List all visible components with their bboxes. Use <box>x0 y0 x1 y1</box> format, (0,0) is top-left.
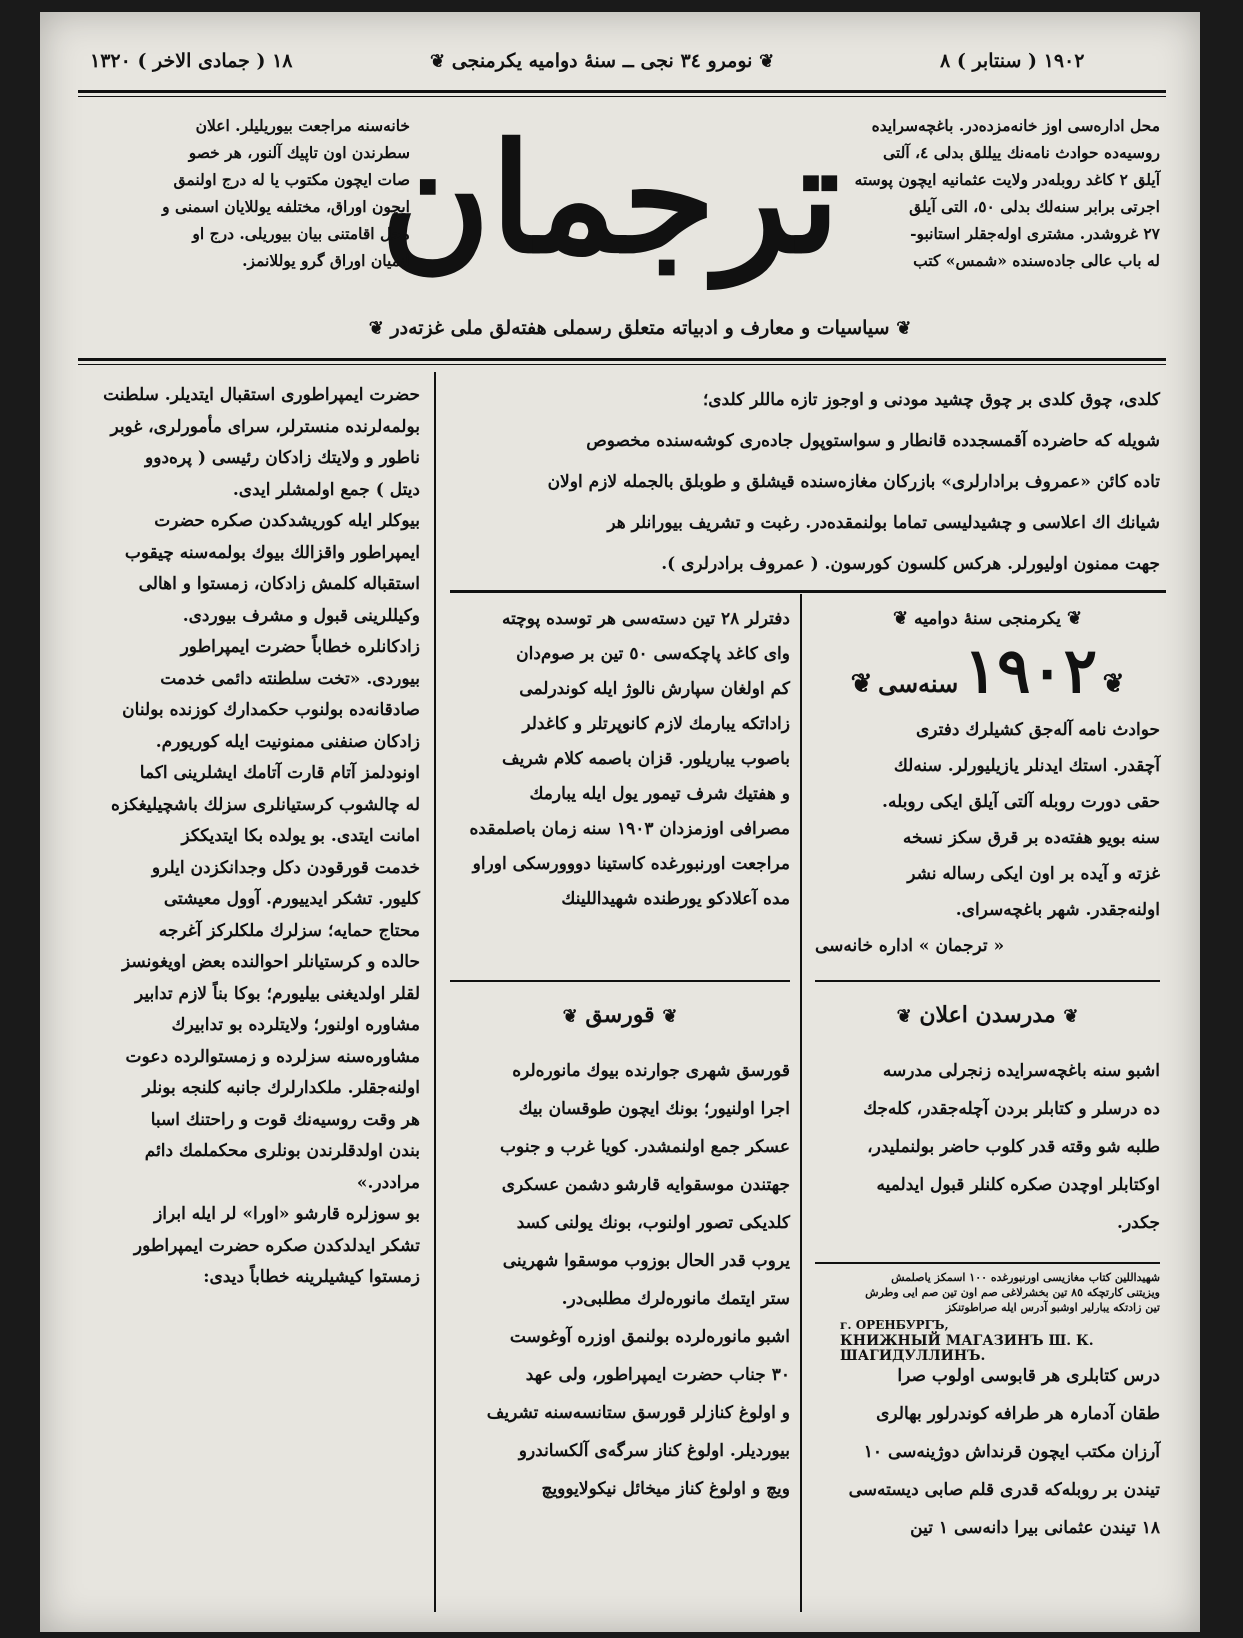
newspaper-page <box>40 12 1200 1632</box>
text-line: و اولوغ کنازلر قورسق ستانسه‌سنه تشریف <box>486 1403 790 1423</box>
text-line: « ترجمان » اداره خانه‌سی <box>815 936 1005 956</box>
text-line: امانت ایتدی. بو یولده بکا ایتدیککز <box>181 826 420 846</box>
top-right-notice <box>835 112 1160 274</box>
text-line: بیوردی. «تخت سلطنته دائمی خدمت <box>160 668 420 689</box>
text-line: تین زادتکه یبارلیر اوشبو آدرس ایله صراطوتنکز <box>945 1301 1160 1314</box>
text-line: له چالشوب کرستیانلری سزلك باشچیلیغکزه <box>110 794 420 815</box>
text-line: شهیداللین کتاب مغازیسی اورنبورغده ١٠٠ اسمکز یاصلمش <box>891 1271 1160 1284</box>
text-line: له باب عالی جاده‌سنده «شمس» کتب <box>913 251 1160 270</box>
text-line: ویزیتنی کارتچکه ٨٥ تین بخشرلاغی صم اون تین صم ایی وطرش <box>865 1286 1160 1299</box>
ornament-icon: ❦ <box>1066 608 1083 629</box>
text-line: زمستوا کیشیلرینه خطاباً دیدی: <box>203 1267 420 1287</box>
top-left-notice <box>80 112 410 274</box>
text-line: مشاوره اولنور؛ ولایتلرده بو تدابیرك <box>171 1015 420 1035</box>
text-line: اشبو مانوره‌لرده بولنمق اوزره آوغوست <box>509 1327 790 1347</box>
text-line: کلیور. تشکر ایدییورم. آوول معیشتی <box>163 889 420 909</box>
column-divider-right <box>434 372 436 1612</box>
text-line: کلدی، چوق کلدی بر چوق چشید مودنی و اوجوز تازه ماللر کلدی؛ <box>702 390 1160 410</box>
text-line: و هفتیك شرف تیمور یول ایله یبارمك <box>529 784 790 804</box>
text-line: تشکر ایدلدکدن صکره حضرت ایمپراطور <box>133 1235 420 1256</box>
text-line: حوادث نامه آله‌جق کشیلرك دفتری <box>915 720 1160 740</box>
text-line: مصرافی اوزمزدان ١٩٠٣ سنه زمان باصلمقده <box>469 819 790 839</box>
text-line: ٢٧ غروشدر. مشتری اوله‌جقلر استانبو- <box>910 224 1160 243</box>
text-line: ٣٠ جناب حضرت ایمپراطور، ولی عهد <box>525 1365 790 1385</box>
column-right-text <box>80 380 420 1294</box>
masthead-rule-thin <box>78 364 1166 365</box>
hijri-date: ١٨ ( جمادى الاخر ) ١٣٢٠ <box>90 50 293 72</box>
bookshop-city: г. ОРЕНБУРГЪ, <box>840 1318 949 1332</box>
text-line: جهت ممنون اولیورلر. هرکس کلسون کورسون. ( عمروف برادرلری ). <box>661 554 1160 574</box>
text-line: بیوردیلر. اولوغ کناز سرگه‌ی آلکساندرو <box>518 1441 790 1461</box>
middle-column-top <box>450 602 790 917</box>
text-line: سطرندن اون تاپیك آلنور، هر خصو <box>188 143 410 162</box>
text-line: اولنه‌جقدر. شهر باغچه‌سرای. <box>955 900 1160 920</box>
text-line: بندن اولدقلرندن بونلری محکملمك دائم <box>144 1141 420 1161</box>
text-line: آیلق ٢ کاغد روبله‌در ولایت عثمانیه ایچون پوسته <box>854 170 1160 189</box>
column-divider-left <box>800 594 802 1612</box>
text-line: کم اولغان سپارش نالوژ ایله کوندرلمی <box>519 679 790 699</box>
calendar-kicker <box>815 608 1160 629</box>
ornament-icon: ❦ <box>896 318 912 339</box>
text-line: لنمیان اوراق گرو یوللانمز. <box>242 251 410 270</box>
text-line: ایمپراطور واقزالك بیوك بولمه‌سنه چیقوب <box>124 542 420 563</box>
text-line: صات ایچون مکتوب یا له درج اولنمق <box>173 170 410 189</box>
text-line: استقباله کلمش زادکان، زمستوا و اهالی <box>138 574 420 594</box>
madrasa-rule <box>815 1262 1160 1264</box>
text-line: صادقانه‌ده بولنوب حکمدارك کوزنده بولنان <box>122 700 420 720</box>
text-line: اوکتابلر اوچدن صکره کلنلر قبول ایدلمیه <box>876 1175 1160 1195</box>
text-line: جهتندن موسقوایه قارشو دشمن عسکری <box>501 1175 790 1195</box>
text-line: بیوکلر ایله کوریشدکدن صکره حضرت <box>154 511 420 531</box>
text-line: اونودلمز آتام قارت آتامك ایشلرینی اکما <box>139 763 420 783</box>
text-line: دفترلر ٢٨ تین دسته‌سی هر توسده پوچته <box>501 609 790 629</box>
kursk-heading <box>450 1002 790 1028</box>
text-line: طلبه شو وقته قدر کلوب حاضر بولنملیدر، <box>867 1137 1160 1157</box>
text-line: زاداتکه یبارمك لازم کانوپرتلر و کاغدلر <box>522 714 790 734</box>
header-rule-thin <box>78 96 1166 97</box>
text-line: زادکانلره خطاباً حضرت ایمپراطور <box>180 637 420 657</box>
text-line: لقلر اولدیغنی بیلیورم؛ بوکا بناً لازم تدابیر <box>135 983 420 1004</box>
text-line: اشبو سنه باغچه‌سرایده زنجرلی مدرسه <box>882 1061 1160 1081</box>
text-line: هر وقت روسیه‌نك قوت و راحتنك اسبا <box>150 1109 420 1130</box>
text-line: مشاوره‌سنه سزلرده و زمستوالرده دعوت <box>125 1046 420 1067</box>
text-line: تیندن بر روبله‌که قدری قلم صابی دیسته‌سی <box>848 1480 1160 1500</box>
text-line: باصوب یباریلور. قزان باصمه کلام شریف <box>502 749 790 769</box>
text-line: دیتل ) جمع اولمشلر ایدی. <box>232 479 420 500</box>
text-line: بو سوزلره قارشو «اورا» لر ایله ابراز <box>154 1204 420 1224</box>
madrasa-text <box>815 1052 1160 1242</box>
text-line: ایچون اوراق، مختلفه یوللایان اسمنی و <box>162 197 410 216</box>
text-line: ناطور و ولایتك زادکان رئیسی ( پره‌دوو <box>145 448 420 468</box>
text-line: عسکر جمع اولنمشدر. کویا غرب و جنوب <box>500 1137 790 1157</box>
calendar-rule <box>815 980 1160 982</box>
calendar-year-banner <box>815 634 1160 707</box>
text-line: محتاج حمایه؛ سزلرك ملکلرکز آغرجه <box>158 920 420 941</box>
text-line: اجرا اولنیور؛ بونك ایچون طوقسان بیك <box>518 1099 790 1119</box>
text-line: کلدیکی تصور اولنوب، بونك یولنی کسد <box>516 1213 790 1233</box>
text-line: شویله که حاضرده آقمسجدده قانطار و سواستوپول جاده‌ری کوشه‌سنده مخصوص <box>586 431 1160 451</box>
text-line: شیانك اك اعلاسی و چشیدلیسی تماما بولنمقده‌در. رغبت و تشریف بیورانلر هر <box>607 513 1160 533</box>
text-line: محل اداره‌سی اوز خانه‌مزده‌در. باغچه‌سرایده <box>871 116 1160 135</box>
text-line: مدرسدن اعلان <box>919 1002 1056 1028</box>
middle-rule <box>450 980 790 982</box>
text-line: طقان آدمارہ هر طرافه کوندرلور بهالری <box>876 1404 1160 1424</box>
text-line: یروب قدر الحال بوزوب موسقوا شهرینی <box>502 1251 790 1271</box>
text-line: خانه‌سنه مراجعت بیوریلیلر. اعلان <box>195 116 410 135</box>
ornament-icon: ❦ <box>1102 669 1125 699</box>
text-line: خدمت قورقودن دکل وجدانکزدن ایلرو <box>151 857 420 878</box>
ornament-icon: ❦ <box>1063 1006 1079 1027</box>
text-line: ١٩٠٢ <box>963 634 1098 707</box>
ornament-right-icon: ❦ <box>759 51 775 72</box>
text-line: تاده کائن «عمروف برادارلری» بازرکان مغازه‌سنده قیشلق و طوبلق بالجمله لازم اولان <box>547 472 1160 492</box>
text-line: ستر ایتمك مانوره‌لرك مطلبی‌در. <box>561 1289 790 1309</box>
text-line: وای کاغد پاچکه‌سی ٥٠ تین بر صوم‌دان <box>516 644 790 664</box>
header-rule <box>78 90 1166 93</box>
text-line: اجرتی برابر سنه‌لك بدلی ٥٠، التی آیلق <box>909 197 1160 216</box>
kursk-text <box>450 1052 790 1508</box>
text-line: سنه بویو هفته‌ده بر قرق سکز نسخه <box>902 828 1160 848</box>
text-line: بولمه‌لرنده منسترلر، سرای مأمورلری، غوبر <box>110 416 420 437</box>
bookshop-name: КНИЖНЫЙ МАГАЗИНЪ Ш. К. ШАГИДУЛЛИНЪ. <box>840 1333 1094 1364</box>
ornament-icon: ❦ <box>896 1006 912 1027</box>
text-line: جکدر. <box>1117 1213 1160 1233</box>
amruf-rule <box>450 590 1166 593</box>
masthead-title: ترجمان <box>380 111 840 287</box>
text-line: یکرمنجی سنهٔ دوامیه <box>913 609 1062 629</box>
text-line: سنه‌سی <box>877 669 959 698</box>
ornament-icon: ❦ <box>850 669 873 699</box>
text-line: مراجعت اورنبورغده کاستینا دووورسکی اوراو <box>472 854 790 874</box>
text-line: روسیه‌ده حوادث نامه‌نك ییللق بدلی ٤، آلتی <box>883 143 1160 162</box>
text-line: حقی دورت روبله آلتی آیلق ایکی روبله. <box>882 792 1160 812</box>
school-supplies-text <box>815 1357 1160 1547</box>
gregorian-date: ١٩٠٢ ( سنتابر ) ٨ <box>940 50 1085 72</box>
text-line: درس کتابلری هر قابوسی اولوب صرا <box>897 1366 1160 1386</box>
text-line: حضرت ایمپراطوری استقبال ایتدیلر. سلطنت <box>103 385 420 405</box>
text-line: ١٨ تیندن عثمانی بیرا دانه‌سی ١ تین <box>910 1518 1160 1538</box>
text-line: اولنه‌جقلر. ملکدارلرك جانبه کلنجه بونلر <box>142 1078 420 1098</box>
text-line: غزته و آیده بر اون ایکی رساله نشر <box>907 864 1160 884</box>
text-line: مده آعلادکو یورطنده شهیداللینك <box>561 889 790 909</box>
ornament-icon: ❦ <box>892 608 909 629</box>
amruf-ad <box>450 380 1160 585</box>
ornament-icon: ❦ <box>562 1006 578 1027</box>
text-line: سیاسیات و معارف و ادبیاته متعلق رسملی هفته‌لق ملی غزته‌در <box>390 317 890 339</box>
ornament-left-icon: ❦ <box>430 51 446 72</box>
text-line: قورسق شهری جوارنده بیوك مانوره‌لره <box>512 1061 790 1081</box>
text-line: وکیللرینی قبول و مشرف بیوردی. <box>182 605 420 626</box>
issue-text: نومرو ٣٤ نجى ــ سنهٔ دوامیه یکرمنجى <box>451 50 753 72</box>
calendar-text <box>815 712 1160 964</box>
text-line: ویچ و اولوغ کناز میخائل نیکولایوویچ <box>541 1479 790 1499</box>
masthead-subtitle <box>320 317 960 339</box>
text-line: محل اقامتنی بیان بیوریلی. درج او <box>192 224 410 243</box>
issue-number <box>430 50 774 72</box>
ornament-icon: ❦ <box>662 1006 678 1027</box>
text-line: آرزان مکتب ایچون قرنداش دوژینه‌سی ١٠ <box>863 1442 1160 1462</box>
madrasa-heading <box>815 1002 1160 1028</box>
text-line: قورسق <box>585 1002 655 1028</box>
text-line: ده درسلر و کتابلر بردن آچله‌جقدر، کله‌جك <box>863 1099 1160 1119</box>
text-line: حالده و کرستیانلر احوالنده بعض اویغونسز <box>122 952 420 972</box>
masthead-rule <box>78 358 1166 361</box>
bookshop-ad <box>815 1270 1160 1315</box>
text-line: آچقدر. استك ایدنلر یازیلیورلر. سنه‌لك <box>893 756 1160 776</box>
ornament-icon: ❦ <box>368 318 384 339</box>
text-line: مراددر.» <box>356 1172 420 1193</box>
text-line: زادکان صنفنی ممنونیت ایله کوریورم. <box>155 731 420 752</box>
